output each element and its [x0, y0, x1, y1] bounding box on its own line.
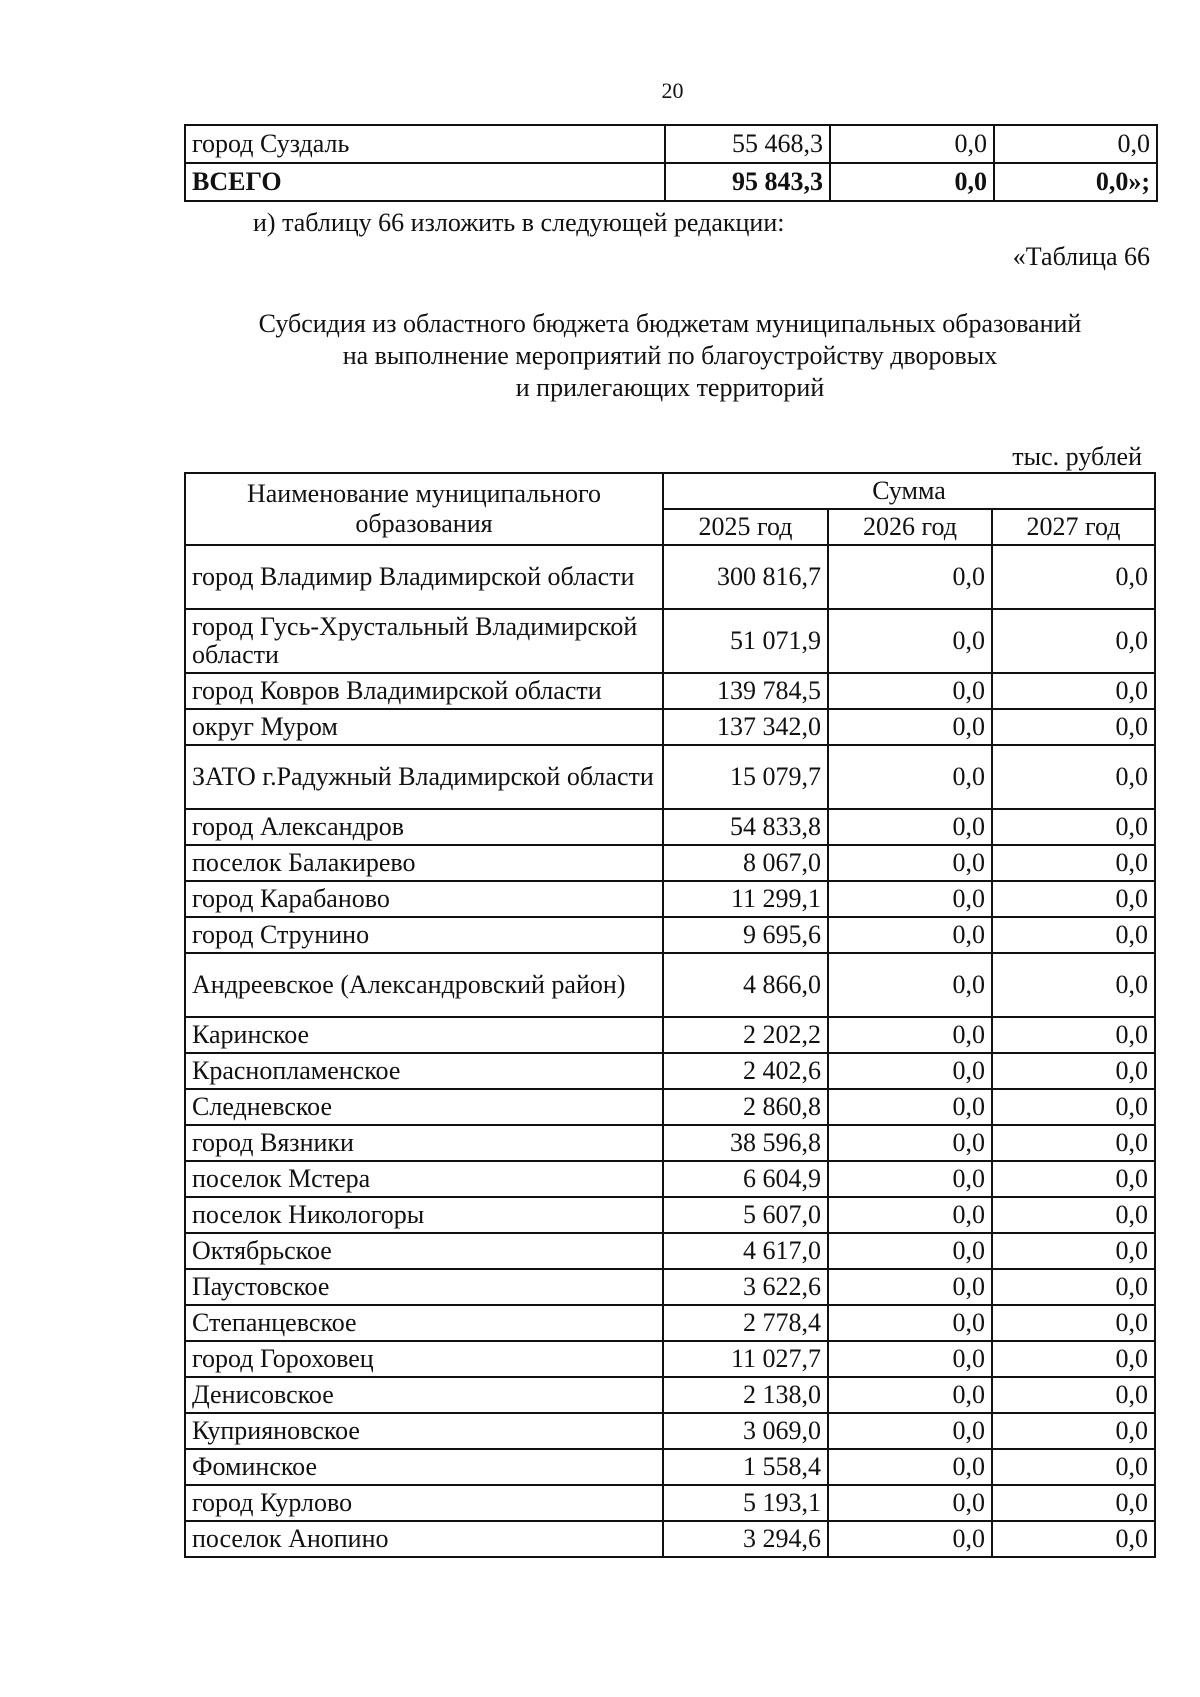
value-2026-cell: 0,0: [828, 1125, 992, 1161]
name-cell: Денисовское: [185, 1377, 663, 1413]
header-year: 2025 год: [663, 509, 828, 545]
value-2025-cell: 6 604,9: [663, 1161, 828, 1197]
name-cell: город Курлово: [185, 1485, 663, 1521]
value-2025-cell: 4 617,0: [663, 1233, 828, 1269]
header-name: Наименование муниципального образования: [185, 473, 663, 545]
value-2025-cell: 137 342,0: [663, 709, 828, 745]
value-2027-cell: 0,0: [992, 545, 1155, 609]
value-2025-cell: 2 138,0: [663, 1377, 828, 1413]
continued-table: [184, 124, 1158, 202]
value-2025-cell: 54 833,8: [663, 809, 828, 845]
table-row: [185, 881, 1155, 917]
header-year: 2027 год: [992, 509, 1155, 545]
value-2027-cell: 0,0: [992, 709, 1155, 745]
value-2027-cell: 0,0: [992, 1305, 1155, 1341]
table-row: [185, 1089, 1155, 1125]
value-2027-cell: 0,0: [992, 1233, 1155, 1269]
table-row: [185, 745, 1155, 809]
value-2026-cell: 0,0: [828, 1449, 992, 1485]
title-line: на выполнение мероприятий по благоустройству дворовых: [342, 341, 998, 370]
value-2026-cell: 0,0: [828, 1413, 992, 1449]
value-2026-cell: 0,0: [828, 1161, 992, 1197]
table-row: [185, 1521, 1155, 1557]
table-row: [185, 1233, 1155, 1269]
name-cell: город Ковров Владимирской области: [185, 673, 663, 709]
value-2026-cell: 0,0: [830, 163, 994, 201]
name-cell: город Гороховец: [185, 1341, 663, 1377]
table-row: [185, 709, 1155, 745]
table-row: [185, 1341, 1155, 1377]
table-row: [185, 1053, 1155, 1089]
table-row: [185, 1197, 1155, 1233]
name-cell: Краснопламенское: [185, 1053, 663, 1089]
value-2025-cell: 55 468,3: [665, 125, 830, 163]
name-cell: поселок Балакирево: [185, 845, 663, 881]
name-cell: Куприяновское: [185, 1413, 663, 1449]
value-2026-cell: 0,0: [828, 917, 992, 953]
value-2027-cell: 0,0: [992, 1269, 1155, 1305]
value-2025-cell: 11 027,7: [663, 1341, 828, 1377]
instruction-text: и) таблицу 66 изложить в следующей редакции:: [253, 208, 785, 237]
value-2027-cell: 0,0: [992, 1161, 1155, 1197]
name-cell: поселок Никологоры: [185, 1197, 663, 1233]
table-row: [185, 1485, 1155, 1521]
value-2026-cell: 0,0: [828, 745, 992, 809]
value-2025-cell: 8 067,0: [663, 845, 828, 881]
value-2027-cell: 0,0: [992, 881, 1155, 917]
value-2025-cell: 5 607,0: [663, 1197, 828, 1233]
table-row: [185, 545, 1155, 609]
value-2027-cell: 0,0: [994, 125, 1157, 163]
value-2025-cell: 15 079,7: [663, 745, 828, 809]
value-2027-cell: 0,0: [992, 809, 1155, 845]
value-2025-cell: 2 778,4: [663, 1305, 828, 1341]
value-2025-cell: 38 596,8: [663, 1125, 828, 1161]
table-row: [185, 163, 1157, 201]
name-cell: город Карабаново: [185, 881, 663, 917]
value-2025-cell: 2 202,2: [663, 1017, 828, 1053]
header-year: 2026 год: [828, 509, 992, 545]
value-2026-cell: 0,0: [828, 1341, 992, 1377]
value-2025-cell: 3 622,6: [663, 1269, 828, 1305]
table-row: [185, 1377, 1155, 1413]
value-2026-cell: 0,0: [828, 1269, 992, 1305]
value-2027-cell: 0,0: [992, 1017, 1155, 1053]
value-2026-cell: 0,0: [828, 953, 992, 1017]
value-2027-cell: 0,0: [992, 953, 1155, 1017]
table-reference: «Таблица 66: [1012, 242, 1150, 271]
page-number: 20: [661, 78, 684, 103]
value-2026-cell: 0,0: [828, 1521, 992, 1557]
name-cell: округ Муром: [185, 709, 663, 745]
table-row: [185, 1305, 1155, 1341]
table-row: [185, 917, 1155, 953]
table-row: [185, 1269, 1155, 1305]
table-row: [185, 1125, 1155, 1161]
value-2025-cell: 51 071,9: [663, 609, 828, 673]
units-label: тыс. рублей: [1012, 442, 1142, 471]
value-2027-cell: 0,0: [992, 745, 1155, 809]
value-2027-cell: 0,0: [992, 1053, 1155, 1089]
value-2025-cell: 139 784,5: [663, 673, 828, 709]
value-2026-cell: 0,0: [828, 881, 992, 917]
name-cell: город Александров: [185, 809, 663, 845]
value-2027-cell: 0,0: [992, 917, 1155, 953]
value-2025-cell: 1 558,4: [663, 1449, 828, 1485]
value-2026-cell: 0,0: [828, 673, 992, 709]
name-cell: Паустовское: [185, 1269, 663, 1305]
title-line: и прилегающих территорий: [515, 373, 825, 402]
name-cell: Фоминское: [185, 1449, 663, 1485]
value-2025-cell: 4 866,0: [663, 953, 828, 1017]
value-2026-cell: 0,0: [828, 1485, 992, 1521]
name-cell: Андреевское (Александровский район): [185, 953, 663, 1017]
value-2027-cell: 0,0: [992, 1449, 1155, 1485]
table-row: [185, 1449, 1155, 1485]
name-cell: город Струнино: [185, 917, 663, 953]
value-2025-cell: 9 695,6: [663, 917, 828, 953]
value-2027-cell: 0,0: [992, 1377, 1155, 1413]
value-2027-cell: 0,0: [992, 609, 1155, 673]
table-row: [185, 125, 1157, 163]
value-2026-cell: 0,0: [828, 1233, 992, 1269]
value-2026-cell: 0,0: [828, 1053, 992, 1089]
value-2027-cell: 0,0: [992, 1089, 1155, 1125]
value-2027-cell: 0,0: [992, 1197, 1155, 1233]
name-cell: поселок Анопино: [185, 1521, 663, 1557]
value-2027-cell: 0,0: [992, 1125, 1155, 1161]
value-2026-cell: 0,0: [828, 709, 992, 745]
value-2026-cell: 0,0: [830, 125, 994, 163]
table-row: [185, 845, 1155, 881]
value-2025-cell: 3 069,0: [663, 1413, 828, 1449]
name-cell: поселок Мстера: [185, 1161, 663, 1197]
value-2026-cell: 0,0: [828, 1305, 992, 1341]
name-cell: город Суздаль: [185, 125, 665, 163]
value-2025-cell: 2 860,8: [663, 1089, 828, 1125]
table-row: [185, 809, 1155, 845]
value-2026-cell: 0,0: [828, 1089, 992, 1125]
value-2027-cell: 0,0: [992, 1341, 1155, 1377]
value-2026-cell: 0,0: [828, 545, 992, 609]
table-row: [185, 953, 1155, 1017]
value-2027-cell: 0,0: [992, 845, 1155, 881]
value-2027-cell: 0,0: [992, 1413, 1155, 1449]
name-cell: ЗАТО г.Радужный Владимирской области: [185, 745, 663, 809]
header-sum: Сумма: [663, 473, 1155, 509]
table-row: [185, 673, 1155, 709]
title-line: Субсидия из областного бюджета бюджетам муниципальных образований: [258, 309, 1082, 338]
name-cell: Следневское: [185, 1089, 663, 1125]
value-2026-cell: 0,0: [828, 1017, 992, 1053]
value-2026-cell: 0,0: [828, 809, 992, 845]
table-row: [185, 1161, 1155, 1197]
name-cell: Октябрьское: [185, 1233, 663, 1269]
table-title: [180, 308, 1160, 404]
subsidy-table: [184, 472, 1156, 1558]
value-2025-cell: 2 402,6: [663, 1053, 828, 1089]
value-2027-cell: 0,0: [992, 673, 1155, 709]
value-2025-cell: 3 294,6: [663, 1521, 828, 1557]
value-2025-cell: 95 843,3: [665, 163, 830, 201]
value-2025-cell: 5 193,1: [663, 1485, 828, 1521]
value-2026-cell: 0,0: [828, 1377, 992, 1413]
table-row: [185, 609, 1155, 673]
value-2027-cell: 0,0: [992, 1485, 1155, 1521]
name-cell: город Владимир Владимирской области: [185, 545, 663, 609]
name-cell: город Гусь-Хрустальный Владимирской области: [185, 609, 663, 673]
value-2026-cell: 0,0: [828, 609, 992, 673]
value-2025-cell: 300 816,7: [663, 545, 828, 609]
table-row: [185, 1413, 1155, 1449]
value-2027-cell: 0,0: [992, 1521, 1155, 1557]
value-2025-cell: 11 299,1: [663, 881, 828, 917]
table-row: [185, 1017, 1155, 1053]
value-2026-cell: 0,0: [828, 845, 992, 881]
name-cell: ВСЕГО: [185, 163, 665, 201]
value-2026-cell: 0,0: [828, 1197, 992, 1233]
name-cell: город Вязники: [185, 1125, 663, 1161]
name-cell: Степанцевское: [185, 1305, 663, 1341]
name-cell: Каринское: [185, 1017, 663, 1053]
value-2027-cell: 0,0»;: [994, 163, 1157, 201]
